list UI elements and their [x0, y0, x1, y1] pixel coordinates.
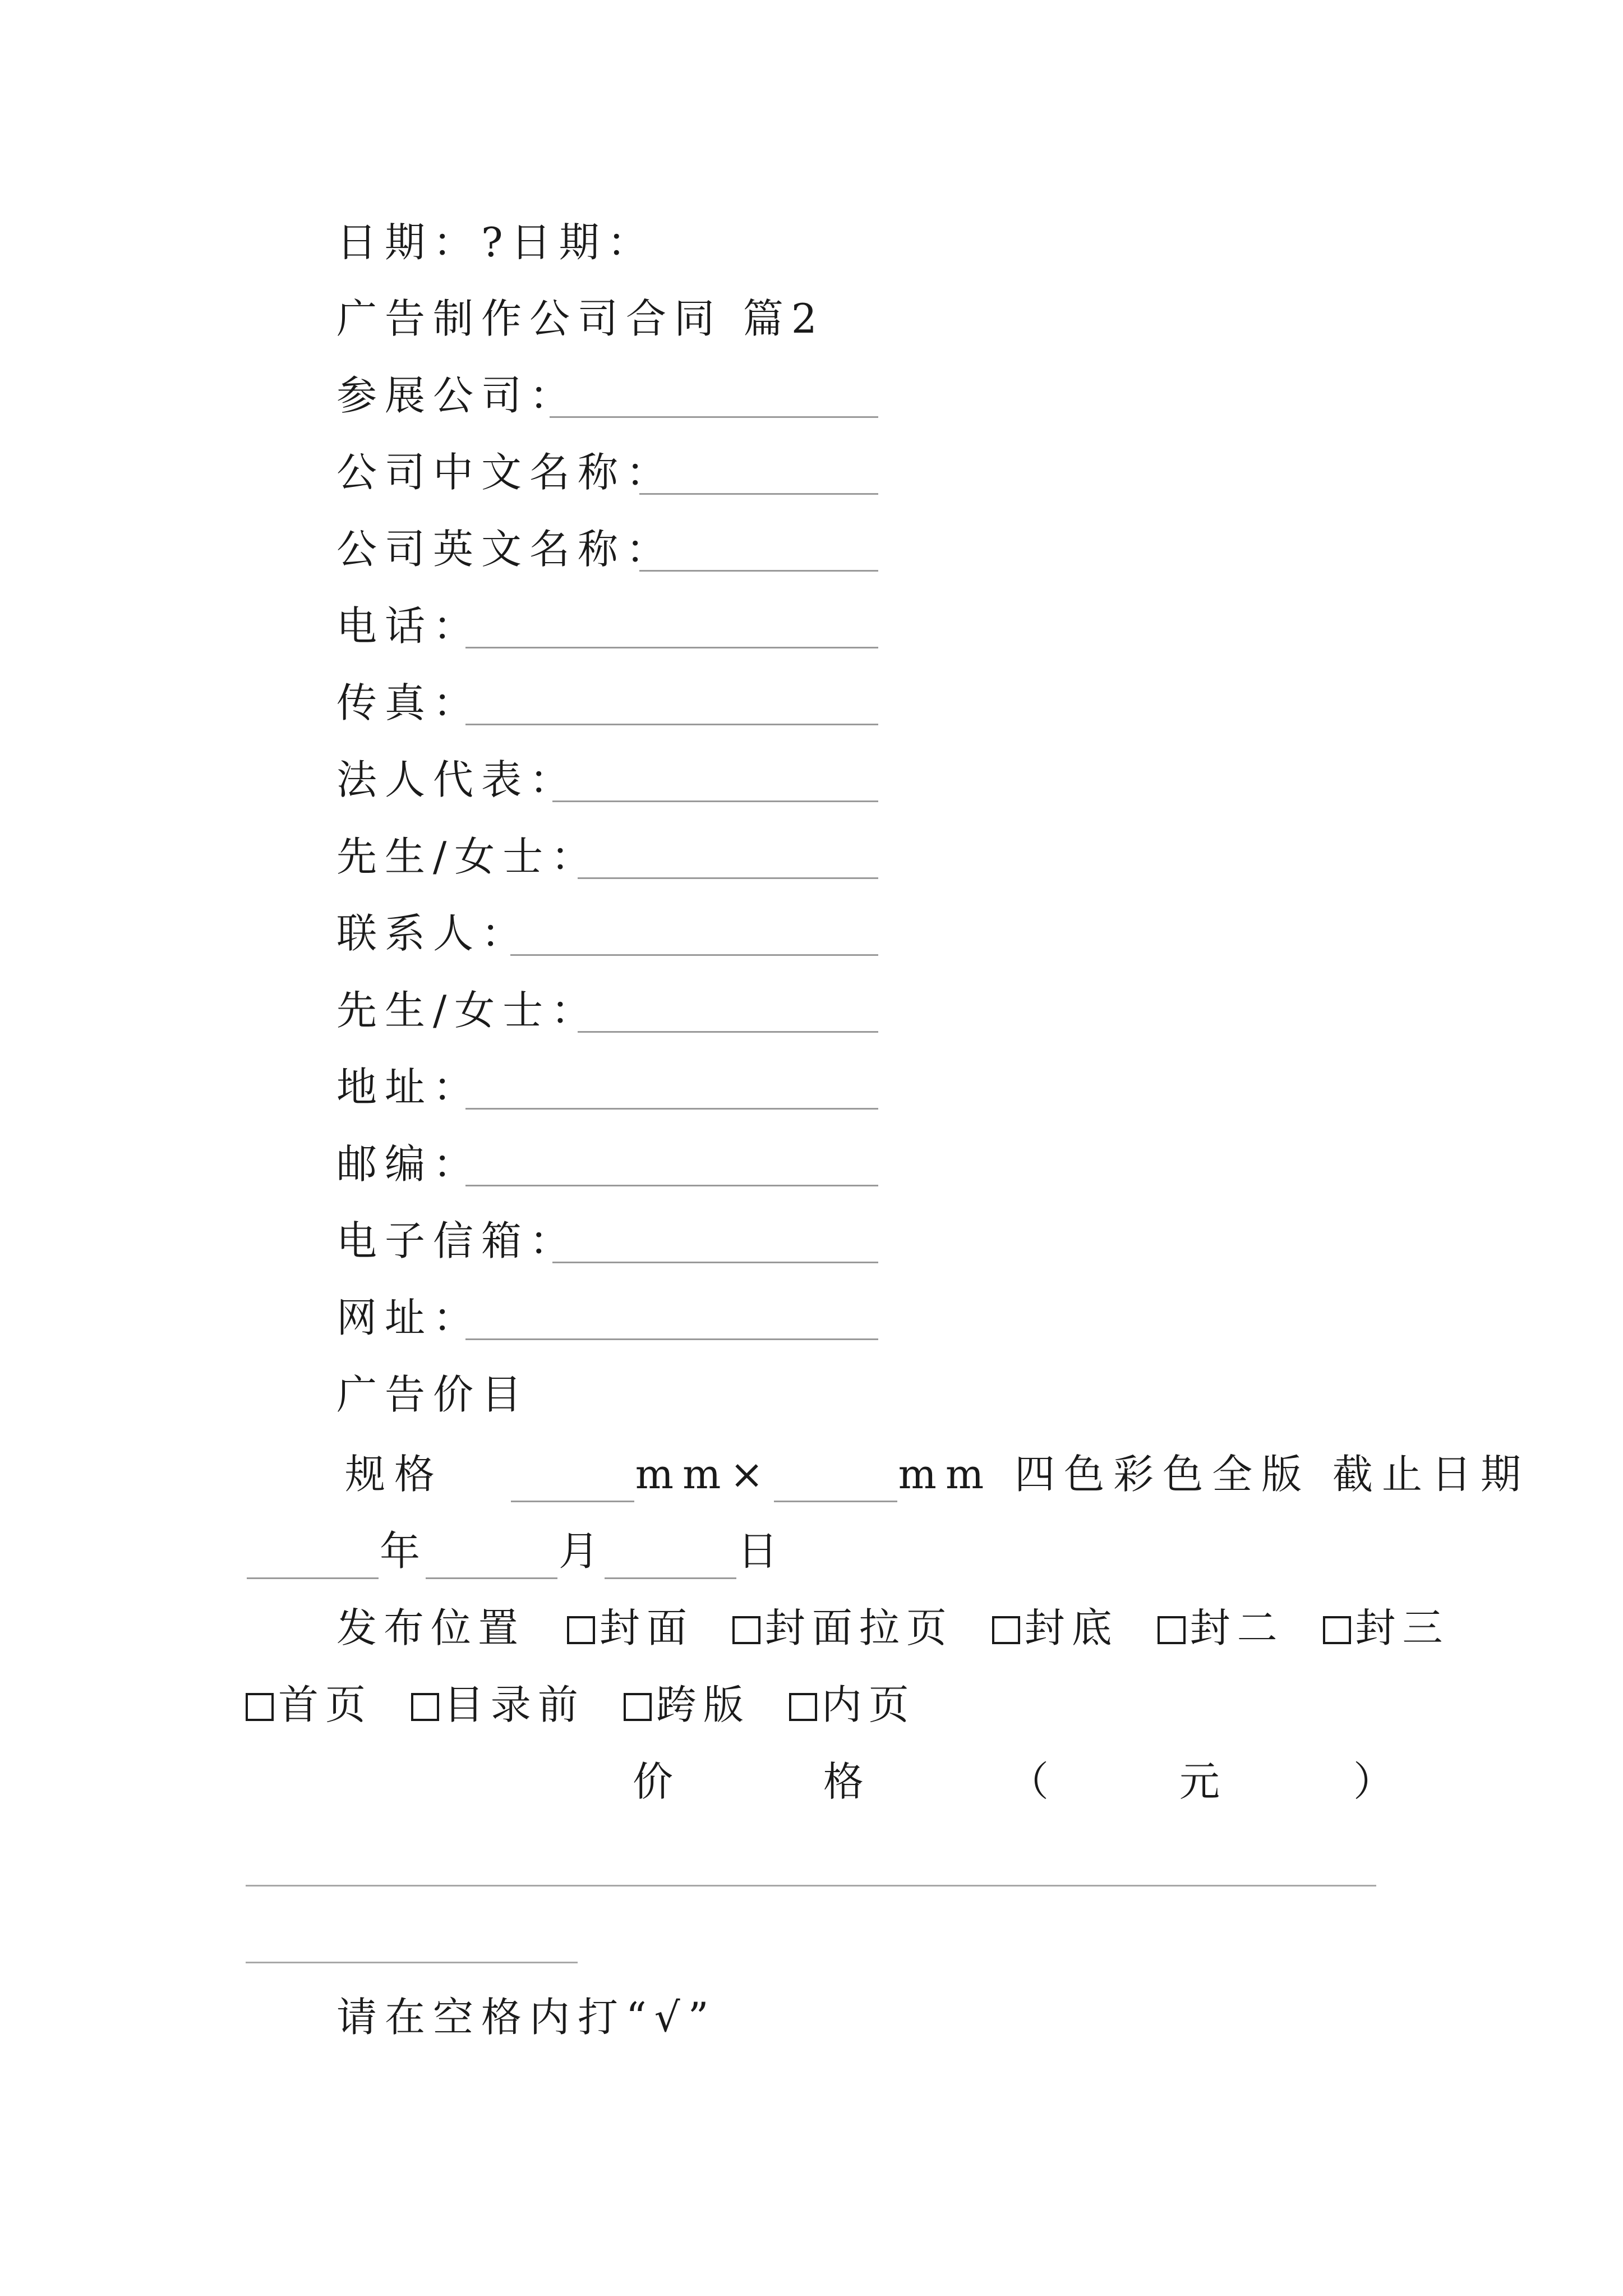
placement-line — [336, 1600, 1450, 1656]
instruction-text: 请在空格内打“√” — [336, 1994, 717, 2041]
field-label-contact: 联系人： — [336, 910, 530, 957]
option-label: 封面 — [599, 1604, 694, 1651]
spec-width-blank[interactable] — [511, 1461, 634, 1502]
price-char-unit: 元 — [1179, 1758, 1220, 1805]
option-label: 目录前 — [443, 1681, 585, 1728]
spec-deadline: 截止日期 — [1332, 1451, 1530, 1498]
option-cover-foldout[interactable] — [732, 1600, 953, 1656]
checkbox[interactable] — [732, 1616, 760, 1644]
month-blank[interactable] — [426, 1538, 557, 1579]
price-char-2: 格 — [823, 1758, 864, 1805]
spec-height-blank[interactable] — [774, 1461, 897, 1502]
checkbox[interactable] — [992, 1616, 1020, 1644]
option-inside-back[interactable] — [1323, 1600, 1450, 1656]
field-blank-address[interactable] — [465, 1108, 878, 1110]
price-char-1: 价 — [633, 1758, 674, 1805]
year-label: 年 — [380, 1527, 425, 1575]
option-label: 封二 — [1189, 1604, 1284, 1651]
day-label: 日 — [737, 1527, 783, 1575]
placement-line-2 — [246, 1677, 935, 1733]
dates-line: 日期：?日期： — [336, 219, 656, 266]
price-paren-open: （ — [1008, 1758, 1049, 1805]
document-title: 广告制作公司合同 篇2 — [336, 295, 825, 342]
field-label-exhibitor: 参展公司： — [336, 372, 578, 419]
field-label-title-2: 先生/女士： — [336, 987, 600, 1034]
field-blank-company-cn[interactable] — [639, 493, 878, 495]
option-spread[interactable] — [624, 1677, 750, 1733]
option-inner-page[interactable] — [789, 1677, 916, 1733]
option-label: 内页 — [821, 1681, 916, 1728]
option-label: 封三 — [1355, 1604, 1450, 1651]
checkbox[interactable] — [1323, 1616, 1351, 1644]
spec-line — [345, 1446, 1530, 1502]
day-blank[interactable] — [605, 1538, 736, 1579]
option-before-contents[interactable] — [411, 1677, 585, 1733]
option-label: 封面拉页 — [764, 1604, 953, 1651]
option-first-page[interactable] — [246, 1677, 372, 1733]
field-label-phone: 电话： — [336, 602, 482, 650]
field-blank-fax[interactable] — [465, 724, 878, 725]
option-label: 首页 — [278, 1681, 373, 1728]
field-label-company-en: 公司英文名称： — [336, 526, 675, 573]
checkbox[interactable] — [624, 1693, 652, 1721]
spec-label: 规格 — [345, 1451, 444, 1498]
field-label-email: 电子信箱： — [336, 1217, 578, 1264]
field-blank-title-1[interactable] — [578, 877, 878, 879]
option-label: 跨版 — [656, 1681, 750, 1728]
option-label: 封底 — [1024, 1604, 1119, 1651]
ad-price-heading: 广告价目 — [336, 1371, 530, 1418]
checkbox[interactable] — [567, 1616, 595, 1644]
spec-desc: 四色彩色全版 — [1015, 1451, 1311, 1498]
option-inside-front[interactable] — [1158, 1600, 1284, 1656]
price-heading — [246, 1754, 1394, 1810]
price-paren-close: ） — [1353, 1758, 1394, 1805]
field-label-fax: 传真： — [336, 679, 482, 726]
option-back-cover[interactable] — [992, 1600, 1119, 1656]
field-blank-exhibitor[interactable] — [550, 416, 878, 418]
field-label-title-1: 先生/女士： — [336, 833, 600, 880]
field-label-address: 地址： — [336, 1064, 482, 1111]
checkbox[interactable] — [789, 1693, 817, 1721]
deadline-date-line — [246, 1523, 782, 1579]
checkbox[interactable] — [1158, 1616, 1186, 1644]
spec-unit-2: mm — [898, 1451, 993, 1498]
field-label-postcode: 邮编： — [336, 1140, 482, 1188]
price-blank-line-2[interactable] — [246, 1962, 578, 1963]
field-blank-email[interactable] — [552, 1262, 878, 1263]
price-blank-line-1[interactable] — [246, 1885, 1376, 1887]
field-label-website: 网址： — [336, 1294, 482, 1341]
year-blank[interactable] — [247, 1538, 379, 1579]
field-blank-postcode[interactable] — [465, 1185, 878, 1186]
checkbox[interactable] — [411, 1693, 439, 1721]
field-blank-contact[interactable] — [510, 954, 878, 956]
field-blank-company-en[interactable] — [639, 570, 878, 572]
field-label-company-cn: 公司中文名称： — [336, 449, 675, 496]
field-blank-website[interactable] — [465, 1338, 878, 1340]
month-label: 月 — [559, 1527, 604, 1575]
field-blank-legal-rep[interactable] — [552, 800, 878, 802]
option-cover[interactable] — [567, 1600, 694, 1656]
field-blank-title-2[interactable] — [578, 1031, 878, 1033]
placement-label: 发布位置 — [336, 1604, 525, 1651]
field-label-legal-rep: 法人代表： — [336, 756, 578, 803]
spec-unit-1: mm× — [635, 1451, 773, 1498]
field-blank-phone[interactable] — [465, 647, 878, 648]
checkbox[interactable] — [246, 1693, 274, 1721]
